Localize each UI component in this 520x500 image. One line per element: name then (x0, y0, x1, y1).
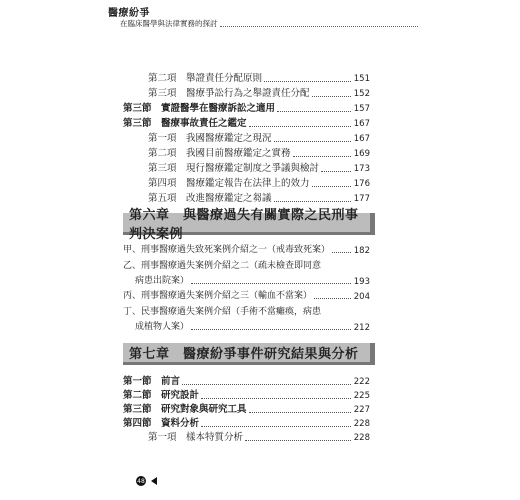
subtitle-leader (220, 26, 419, 27)
toc-entry[interactable]: 第三節 醫療事故責任之鑑定 167 (123, 118, 370, 129)
toc-entry[interactable]: 丙、刑事醫療過失案例介紹之三（輸血不當案） 204 (123, 291, 370, 302)
toc-entry[interactable]: 甲、刑事醫療過失致死案例介紹之一（戒毒致死案） 182 (123, 245, 370, 256)
toc-entry[interactable]: 第四節 資料分析 228 (123, 418, 370, 429)
toc-entry[interactable]: 第一節 前言 222 (123, 376, 370, 387)
toc-entry[interactable]: 第三節 研究對象與研究工具 227 (123, 404, 370, 415)
book-subtitle (120, 18, 418, 29)
toc-entry[interactable]: 第二項 舉證責任分配原則 151 (148, 73, 370, 84)
toc-entry[interactable]: 第二項 我國目前醫療鑑定之實務 169 (148, 148, 370, 159)
toc-entry[interactable]: 第五項 改進醫療鑑定之芻議 177 (148, 193, 370, 204)
toc-entry-line[interactable]: 乙、刑事醫療過失案例介紹之二（疏未檢查即同意 (123, 261, 322, 271)
toc-entry-line[interactable]: 丁、民事醫療過失案例介紹（手術不當癱瘓，病患 (123, 307, 322, 317)
toc-entry[interactable]: 病患出院案） 193 (135, 276, 370, 287)
toc-entry[interactable]: 成植物人案） 212 (135, 322, 370, 333)
running-header (108, 4, 418, 44)
toc-entry[interactable]: 第二節 研究設計 225 (123, 390, 370, 401)
toc-entry[interactable]: 第三節 實證醫學在醫療訴訟之適用 157 (123, 103, 370, 114)
toc-entry[interactable]: 第一項 樣本特質分析 228 (148, 432, 370, 443)
page-number: 48 (137, 477, 145, 485)
chapter-6-heading[interactable]: 第六章 與醫療過失有關實際之民刑事判決案例 (123, 213, 375, 235)
chapter-7-heading[interactable]: 第七章 醫療紛爭事件研究結果與分析 (123, 343, 375, 365)
toc-entry[interactable]: 第一項 我國醫療鑑定之現況 167 (148, 133, 370, 144)
toc-entry[interactable]: 第三項 醫療爭訟行為之舉證責任分配 152 (148, 88, 370, 99)
book-title: 醫療紛爭 (108, 8, 150, 19)
book-subtitle-text: 在臨床醫學與法律實務的探討 (120, 19, 218, 28)
toc-entry[interactable]: 第三項 現行醫療鑑定制度之爭議與檢討 173 (148, 163, 370, 174)
toc-entry[interactable]: 第四項 醫療鑑定報告在法律上的效力 176 (148, 178, 370, 189)
triangle-left-icon (151, 477, 157, 485)
